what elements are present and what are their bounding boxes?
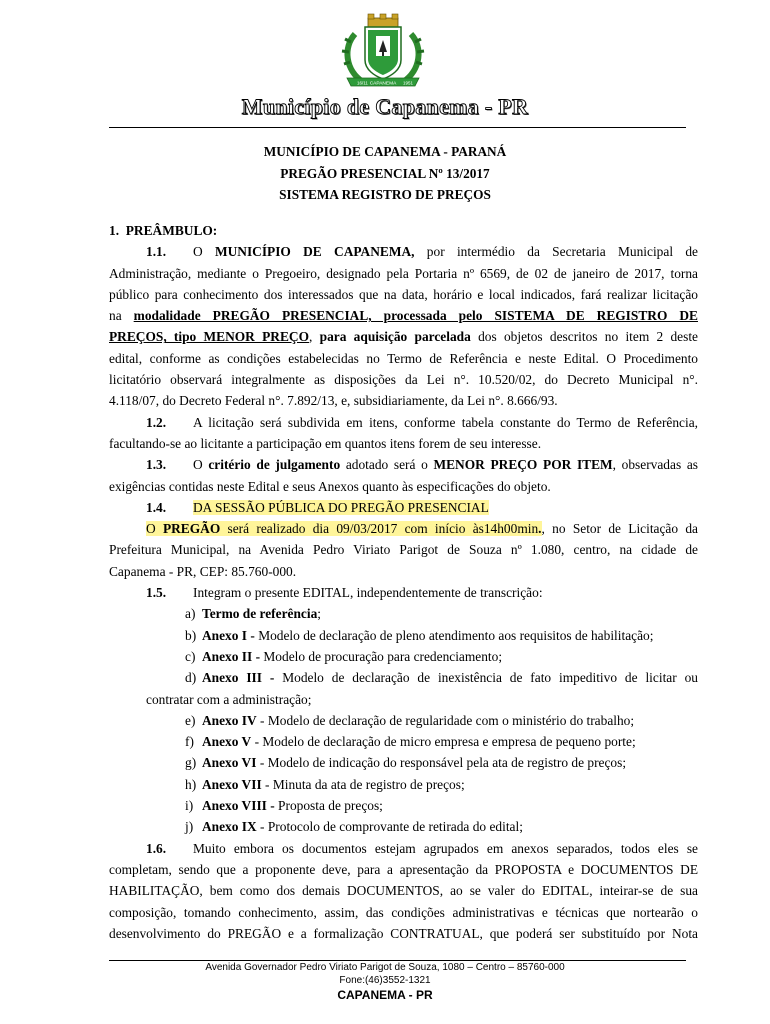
section-1-title: PREÂMBULO: xyxy=(125,223,218,238)
paragraph-number: 1.2. xyxy=(146,414,167,430)
paragraph-1-4-line: Prefeitura Municipal, na Avenida Pedro Viriato Parigot de Souza nº 1.080, centro, na cidade de xyxy=(109,542,698,558)
paragraph-1-3-line: exigências contidas neste Edital e seus Anexos quanto às especificações do objeto. xyxy=(109,478,551,494)
section-1-number: 1. xyxy=(109,223,120,238)
list-item xyxy=(109,667,698,688)
paragraph-1-4-line: Capanema - PR, CEP: 85.760-000. xyxy=(109,563,297,579)
text-run: O xyxy=(193,244,203,260)
list-item-name: Anexo II - xyxy=(202,648,261,664)
text-run: modalidade PREGÃO PRESENCIAL, processada pelo SISTEMA DE REGISTRO DE xyxy=(133,308,698,324)
footer-divider xyxy=(109,960,686,961)
list-item-name: Anexo VI xyxy=(202,755,257,771)
paragraph-1-1-line: 4.118/07, do Decreto Federal n°. 7.892/13, e, subsidiariamente, da Lei n°. 8.666/93. xyxy=(109,393,558,409)
paragraph-number: 1.4. xyxy=(146,499,167,515)
paragraph-1-5-line xyxy=(109,582,698,603)
text-run: PREÇOS, tipo MENOR PREÇO xyxy=(109,329,309,345)
municipality-title: Município de Capanema - PR xyxy=(241,94,529,119)
list-item-name: Anexo VIII - xyxy=(202,798,275,814)
text-run: MENOR PREÇO POR ITEM xyxy=(433,457,613,473)
paragraph-number: 1.5. xyxy=(146,585,167,601)
paragraph-1-4-heading xyxy=(109,497,698,518)
list-item-desc: ; xyxy=(317,606,321,622)
text-run: Muito embora os documentos estejam agrupados em anexos separados, todos eles se xyxy=(193,840,698,856)
paragraph-1-3-line xyxy=(109,454,698,475)
crest-banner-center-text: CAPANEMA xyxy=(369,81,397,87)
footer-city: CAPANEMA - PR xyxy=(337,988,433,1002)
paragraph-number: 1.1. xyxy=(146,244,167,260)
text-run: MUNICÍPIO DE CAPANEMA, xyxy=(214,244,415,260)
text-run: será realizado dia 09/03/2017 com início às14h00min xyxy=(227,521,539,537)
heading-line-2: PREGÃO PRESENCIAL Nº 13/2017 xyxy=(280,165,490,181)
list-item-name: Anexo IV xyxy=(202,712,257,728)
list-item xyxy=(109,795,698,816)
paragraph-1-1-line: público para conhecimento dos interessados que na data, horário e local indicados, fará realizar licitação xyxy=(109,286,698,302)
list-item-desc: Modelo de procuração para credenciamento; xyxy=(263,648,503,664)
list-item-name: Anexo IX xyxy=(202,819,257,835)
list-item-desc: Modelo de declaração de pleno atendimento aos requisitos de habilitação; xyxy=(258,627,654,643)
text-run: por intermédio da Secretaria Municipal de xyxy=(426,244,698,260)
list-item-desc: - Minuta da ata de registro de preços; xyxy=(265,776,465,792)
list-letter: i) xyxy=(185,798,194,814)
text-run: adotado será o xyxy=(345,457,428,473)
paragraph-number: 1.6. xyxy=(146,840,167,856)
text-run: Integram o presente EDITAL, independentemente de transcrição: xyxy=(193,585,543,601)
list-item xyxy=(109,752,698,773)
list-item-desc: Proposta de preços; xyxy=(278,798,383,814)
text-run: , observadas as xyxy=(612,457,698,473)
paragraph-1-1-line: licitatório observará integralmente as disposições da Lei n°. 10.520/02, do Decreto Municipal n°. xyxy=(109,372,698,388)
text-run: PREGÃO xyxy=(162,521,221,537)
list-item xyxy=(109,816,698,837)
section-1-heading xyxy=(109,220,698,241)
paragraph-1-1-line xyxy=(109,241,698,262)
heading-line-3: SISTEMA REGISTRO DE PREÇOS xyxy=(279,187,491,202)
list-item-continuation: contratar com a administração; xyxy=(146,691,312,707)
list-letter: a) xyxy=(185,606,196,622)
text-run: para aquisição parcelada xyxy=(319,329,471,345)
text-run: . xyxy=(538,521,542,537)
list-letter: b) xyxy=(185,627,197,643)
list-item-desc: - Modelo de declaração de regularidade com o ministério do trabalho; xyxy=(260,712,635,728)
list-item-desc: - Modelo de declaração de micro empresa e empresa de pequeno porte; xyxy=(254,734,636,750)
text-run: O xyxy=(193,457,203,473)
header-divider xyxy=(109,127,686,128)
list-item-name: Termo de referência xyxy=(202,606,318,622)
text-run: na xyxy=(109,308,122,324)
list-letter: c) xyxy=(185,648,196,664)
list-letter: d) xyxy=(185,670,197,686)
paragraph-1-1-line: edital, conforme as condições estabelecidas no Termo de Referência e neste Edital. O Procedimento xyxy=(109,350,698,366)
paragraph-1-6-line: composição, tomando conhecimento, assim, das condições administrativas e técnicas que nortearão o xyxy=(109,904,698,920)
page-footer xyxy=(0,962,770,1002)
list-item-name: Anexo VII xyxy=(202,776,262,792)
list-item xyxy=(109,731,698,752)
session-date-highlight xyxy=(146,521,542,536)
paragraph-1-6-line: completam, sendo que a proponente deve, para a apresentação da PROPOSTA e DOCUMENTOS DE xyxy=(109,861,698,877)
document-body xyxy=(109,220,698,944)
list-item-name: Anexo V xyxy=(202,734,252,750)
list-item-desc: - Modelo de indicação do responsável pela ata de registro de preços; xyxy=(259,755,627,771)
list-item xyxy=(109,710,698,731)
paragraph-1-4-line xyxy=(109,518,698,539)
text-run: dos objetos descritos no item 2 deste xyxy=(478,329,698,345)
paragraph-1-2-line xyxy=(109,412,698,433)
list-item xyxy=(109,603,698,624)
list-item xyxy=(109,774,698,795)
text-run: , xyxy=(308,329,313,345)
list-letter: e) xyxy=(185,712,196,728)
paragraph-number: 1.3. xyxy=(146,457,167,473)
paragraph-1-6-line xyxy=(109,838,698,859)
crest-banner-right-text: 1951 xyxy=(403,80,414,86)
text-run: O xyxy=(146,521,156,537)
document-heading xyxy=(0,141,770,206)
paragraph-1-1-line xyxy=(109,305,698,326)
list-item xyxy=(109,625,698,646)
text-run: A licitação será subdivida em itens, conforme tabela constante do Termo de Referência, xyxy=(193,414,698,430)
list-letter: f) xyxy=(185,734,194,750)
paragraph-1-6-line: HABILITAÇÃO, bem como dos demais DOCUMENTOS, ao se valer do EDITAL, inteirar-se de sua xyxy=(109,883,698,899)
footer-address: Avenida Governador Pedro Viriato Parigot de Souza, 1080 – Centro – 85760-000 xyxy=(205,962,565,973)
session-heading-highlight: DA SESSÃO PÚBLICA DO PREGÃO PRESENCIAL xyxy=(193,499,489,515)
text-run: , no Setor de Licitação da xyxy=(541,521,698,537)
heading-line-1: MUNICÍPIO DE CAPANEMA - PARANÁ xyxy=(263,144,507,159)
list-item xyxy=(109,646,698,667)
list-item-name: Anexo I - xyxy=(202,627,255,643)
list-letter: g) xyxy=(185,755,197,771)
text-run: critério de julgamento xyxy=(208,457,341,473)
list-item-name: Anexo III - xyxy=(202,670,275,686)
paragraph-1-2-line: facultando-se ao licitante a participação em quantos itens forem de seu interesse. xyxy=(109,435,542,451)
list-letter: j) xyxy=(185,819,194,835)
crest-banner-left-text: 16/11 xyxy=(357,80,368,86)
footer-phone: Fone:(46)3552-1321 xyxy=(339,974,431,986)
list-item-desc: Modelo de declaração de inexistência de fato impeditivo de licitar ou xyxy=(282,670,698,686)
paragraph-1-1-line xyxy=(109,326,698,347)
list-letter: h) xyxy=(185,776,197,792)
paragraph-1-6-line: desenvolvimento do PREGÃO e a formalização CONTRATUAL, que poderá ser substituído por Nota xyxy=(109,925,698,941)
coat-of-arms-logo xyxy=(333,12,433,90)
paragraph-1-1-line: Administração, mediante o Pregoeiro, designado pela Portaria nº 6569, de 02 de janeiro de 2017, torna xyxy=(109,265,698,281)
list-item-desc: - Protocolo de comprovante de retirada do edital; xyxy=(260,819,523,835)
